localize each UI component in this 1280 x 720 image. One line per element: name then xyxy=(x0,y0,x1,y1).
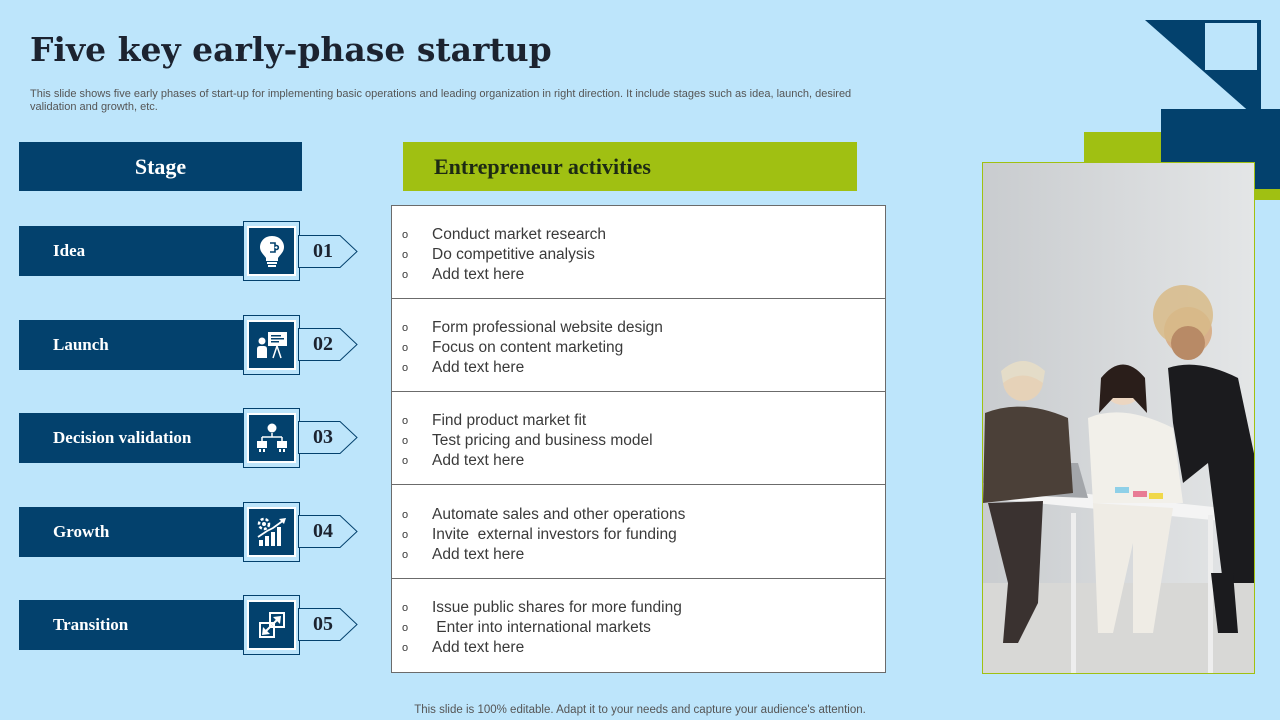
bullet-icon: o xyxy=(402,415,409,427)
stage-bar-idea: Idea xyxy=(19,226,245,276)
activity-item: o Issue public shares for more funding xyxy=(402,599,682,616)
activity-item[interactable]: o Add text here xyxy=(402,546,525,563)
footer-note: This slide is 100% editable. Adapt it to your needs and capture your audience's attention. xyxy=(414,704,866,716)
stage-bar-launch: Launch xyxy=(19,320,245,370)
stage-number: 04 xyxy=(313,520,333,542)
lightbulb-puzzle-icon xyxy=(247,226,296,276)
stage-number: 01 xyxy=(313,240,333,262)
stage-number-arrow xyxy=(298,608,358,641)
bullet-icon: o xyxy=(402,509,409,521)
stage-bar-growth: Growth xyxy=(19,507,245,557)
stage-number-arrow xyxy=(298,421,358,454)
activity-item: o Enter into international markets xyxy=(402,619,651,636)
presentation-icon xyxy=(247,320,296,370)
activity-row xyxy=(392,206,885,299)
activity-row xyxy=(392,299,885,392)
page-subtitle: This slide shows five early phases of start-up for implementing basic operations and leading organization in right direction. It include stages such as idea, launch, desired validation and growth, etc. xyxy=(30,88,852,113)
stage-number: 05 xyxy=(313,613,333,635)
stage-icon-frame xyxy=(243,595,300,655)
bullet-icon: o xyxy=(402,435,409,447)
activity-item: o Test pricing and business model xyxy=(402,432,653,449)
bullet-icon: o xyxy=(402,362,409,374)
activity-item: o Find product market fit xyxy=(402,412,587,429)
activity-item: o Focus on content marketing xyxy=(402,339,624,356)
activity-row xyxy=(392,486,885,579)
stage-number: 02 xyxy=(313,333,333,355)
stage-number-arrow xyxy=(298,235,358,268)
activity-item: o Form professional website design xyxy=(402,319,663,336)
stage-icon-frame xyxy=(243,408,300,468)
stage-number-arrow xyxy=(298,515,358,548)
stage-number: 03 xyxy=(313,426,333,448)
growth-chart-icon xyxy=(247,507,296,557)
activity-item[interactable]: o Add text here xyxy=(402,359,525,376)
bullet-icon: o xyxy=(402,322,409,334)
bullet-icon: o xyxy=(402,229,409,241)
decision-tree-icon xyxy=(247,413,296,463)
bullet-icon: o xyxy=(402,602,409,614)
stage-bar-transition: Transition xyxy=(19,600,245,650)
activity-item: o Do competitive analysis xyxy=(402,246,595,263)
stage-header: Stage xyxy=(19,142,302,191)
team-photo xyxy=(982,162,1255,674)
bullet-icon: o xyxy=(402,622,409,634)
bullet-icon: o xyxy=(402,549,409,561)
bullet-icon: o xyxy=(402,642,409,654)
stage-icon-frame xyxy=(243,221,300,281)
activity-item[interactable]: o Add text here xyxy=(402,452,525,469)
activity-item[interactable]: o Add text here xyxy=(402,639,525,656)
activity-row xyxy=(392,392,885,485)
page-title: Five key early-phase startup xyxy=(30,30,552,69)
activity-item: o Conduct market research xyxy=(402,226,607,243)
stage-icon-frame xyxy=(243,502,300,562)
transition-arrows-icon xyxy=(247,600,296,650)
bullet-icon: o xyxy=(402,455,409,467)
activity-item[interactable]: o Add text here xyxy=(402,266,525,283)
bullet-icon: o xyxy=(402,529,409,541)
stage-number-arrow xyxy=(298,328,358,361)
stage-icon-frame xyxy=(243,315,300,375)
activity-item: o Automate sales and other operations xyxy=(402,506,686,523)
bullet-icon: o xyxy=(402,342,409,354)
activity-item: o Invite external investors for funding xyxy=(402,526,677,543)
bullet-icon: o xyxy=(402,249,409,261)
activities-table xyxy=(391,205,886,673)
stage-bar-decision-validation: Decision validation xyxy=(19,413,245,463)
bullet-icon: o xyxy=(402,269,409,281)
activity-row xyxy=(392,579,885,672)
activities-header: Entrepreneur activities xyxy=(403,142,857,191)
